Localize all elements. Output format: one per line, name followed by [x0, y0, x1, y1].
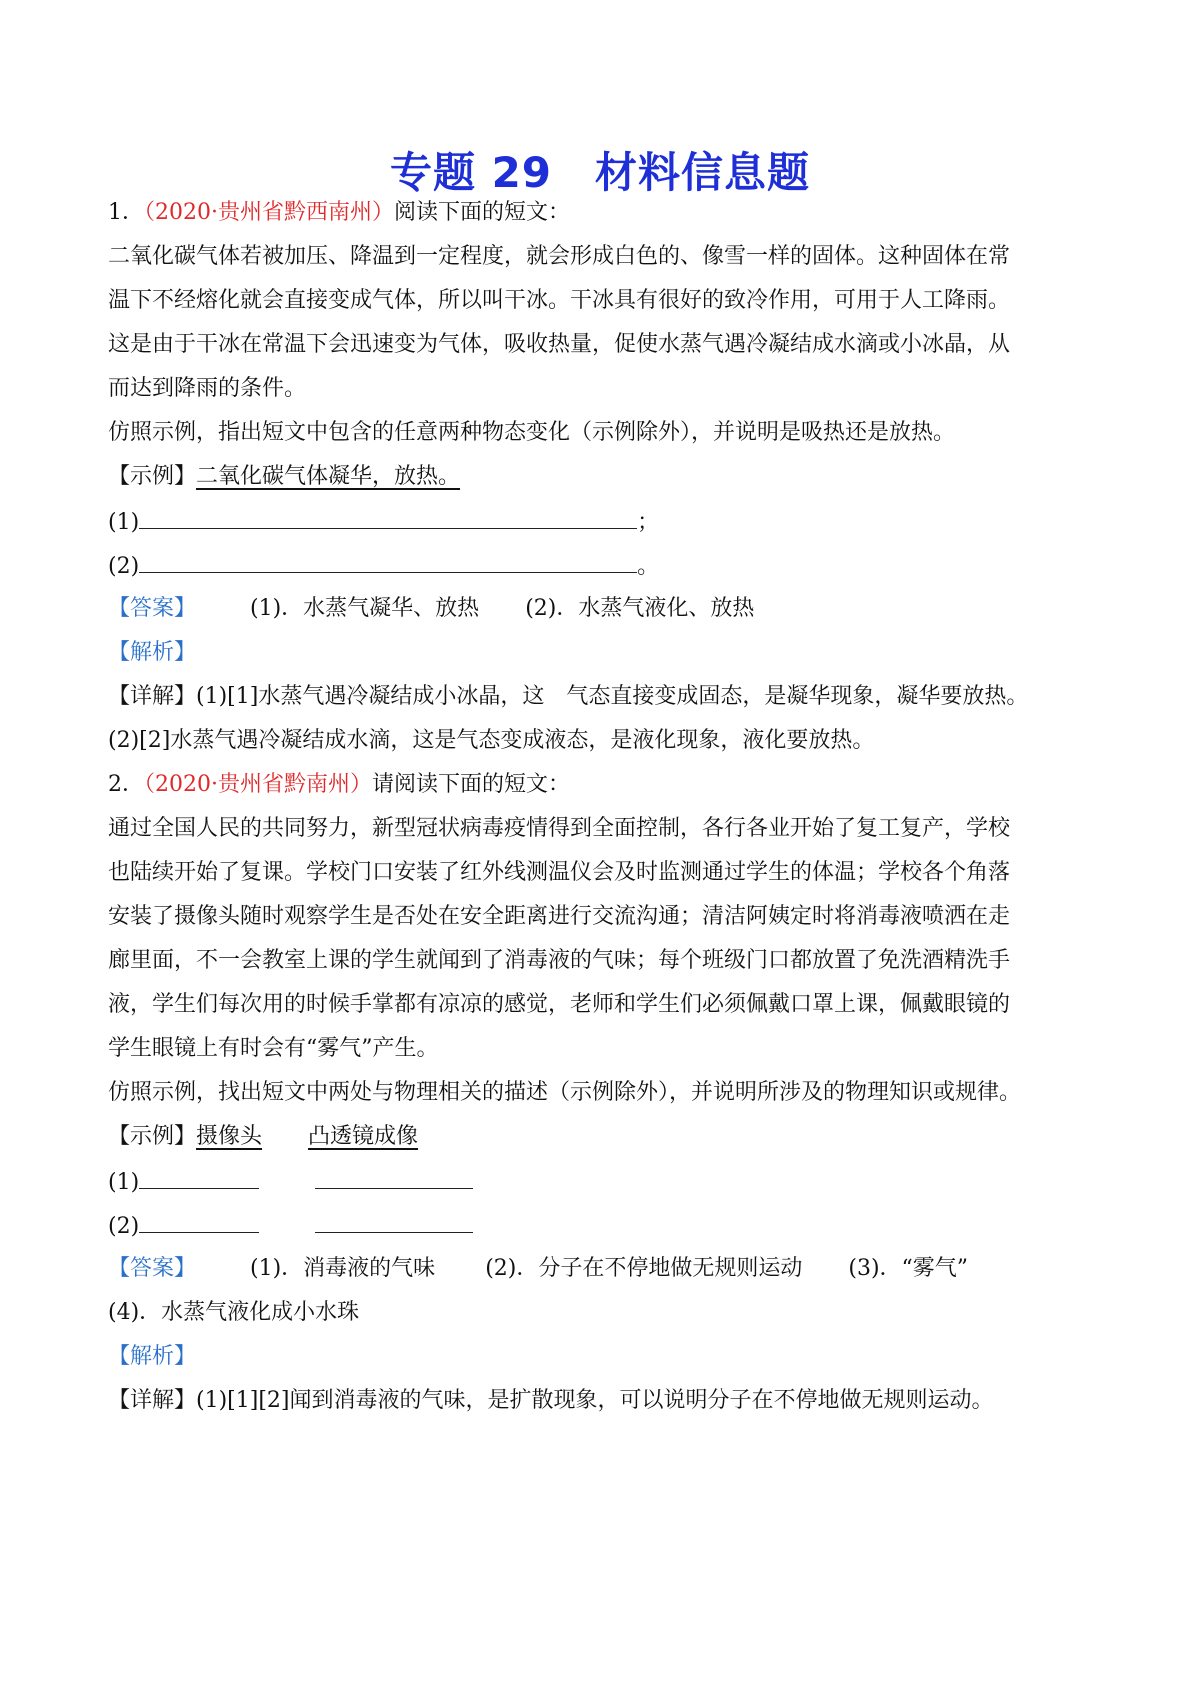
answer-label: 【答案】 — [108, 1256, 197, 1281]
example-b: 凸透镜成像 — [308, 1124, 419, 1149]
q2-passage-line: 廊里面，不一会教室上课的学生就闻到了消毒液的气味；每个班级门口都放置了免洗酒精洗手 — [108, 948, 1011, 973]
answer-label: 【答案】 — [108, 596, 197, 621]
q2-number: 2． — [108, 772, 144, 797]
q1-passage-line: 二氧化碳气体若被加压、降温到一定程度，就会形成白色的、像雪一样的固体。这种固体在常 — [108, 244, 1011, 269]
answer-item: (1)．消毒液的气味 — [250, 1256, 436, 1281]
q2-analysis — [108, 1342, 1098, 1372]
example-label: 【示例】 — [108, 1124, 197, 1149]
answer-blank[interactable] — [139, 506, 637, 529]
detail-text: (1)[1][2]闻到消毒液的气味，是扩散现象，可以说明分子在不停地做无规则运动。 — [196, 1388, 994, 1413]
q1-example — [108, 462, 1098, 492]
answer-blank[interactable] — [139, 1166, 259, 1189]
q2-passage-line: 学生眼镜上有时会有“雾气”产生。 — [108, 1036, 439, 1061]
answer-blank[interactable] — [139, 1210, 259, 1233]
q1-instruction: 仿照示例，指出短文中包含的任意两种物态变化（示例除外），并说明是吸热还是放热。 — [108, 420, 956, 445]
blank-label: (1) — [108, 510, 140, 535]
answer-item: (2)．水蒸气液化、放热 — [525, 596, 755, 621]
q2-passage-line: 安装了摄像头随时观察学生是否处在安全距离进行交流沟通；清洁阿姨定时将消毒液喷洒在走 — [108, 904, 1011, 929]
q2-answer — [108, 1254, 1098, 1284]
q2-example — [108, 1122, 1098, 1152]
q2-source: （2020·贵州省黔南州） — [144, 772, 372, 797]
q1-detail-2: (2)[2]水蒸气遇冷凝结成水滴，这是气态变成液态，是液化现象，液化要放热。 — [108, 728, 875, 753]
analysis-label: 【解析】 — [108, 1344, 197, 1369]
q1-detail-1 — [108, 682, 1098, 712]
q2-intro: 请阅读下面的短文： — [371, 772, 570, 797]
answer-item: (2)．分子在不停地做无规则运动 — [485, 1256, 803, 1281]
example-text: 二氧化碳气体凝华，放热。 — [196, 464, 461, 489]
q1-passage-line: 这是由于干冰在常温下会迅速变为气体，吸收热量，促使水蒸气遇冷凝结成水滴或小冰晶，从 — [108, 332, 1011, 357]
q1-answer — [108, 594, 1098, 624]
answer-item: (3)．“雾气” — [848, 1256, 969, 1281]
q2-passage-line: 通过全国人民的共同努力，新型冠状病毒疫情得到全面控制，各行各业开始了复工复产，学校 — [108, 816, 1011, 841]
q1-intro: 阅读下面的短文： — [393, 200, 570, 225]
q2-blank-1 — [108, 1166, 1098, 1198]
q1-passage-line: 而达到降雨的条件。 — [108, 376, 307, 401]
blank-label: (1) — [108, 1170, 140, 1195]
q2-instruction: 仿照示例，找出短文中两处与物理相关的描述（示例除外），并说明所涉及的物理知识或规律。 — [108, 1080, 1022, 1105]
detail-label: 【详解】 — [108, 1388, 197, 1413]
answer-item: (1)．水蒸气凝华、放热 — [250, 596, 480, 621]
q2-passage-line: 液，学生们每次用的时候手掌都有凉凉的感觉，老师和学生们必须佩戴口罩上课，佩戴眼镜的 — [108, 992, 1011, 1017]
blank-end: 。 — [637, 554, 660, 579]
q2-detail-1 — [108, 1386, 1098, 1416]
q1-passage-line: 温下不经熔化就会直接变成气体，所以叫干冰。干冰具有很好的致冷作用，可用于人工降雨。 — [108, 288, 1011, 313]
q2-blank-2 — [108, 1210, 1098, 1242]
answer-item: (4)．水蒸气液化成小水珠 — [108, 1300, 360, 1325]
analysis-label: 【解析】 — [108, 640, 197, 665]
example-label: 【示例】 — [108, 464, 197, 489]
detail-text: (1)[1]水蒸气遇冷凝结成小冰晶，这 气态直接变成固态，是凝华现象，凝华要放热。 — [196, 684, 1029, 709]
q1-source: （2020·贵州省黔西南州） — [144, 200, 394, 225]
detail-label: 【详解】 — [108, 684, 197, 709]
answer-blank[interactable] — [139, 550, 637, 573]
example-a: 摄像头 — [196, 1124, 263, 1149]
answer-blank[interactable] — [315, 1166, 473, 1189]
q1-number: 1． — [108, 200, 144, 225]
q1-header — [108, 198, 1098, 228]
blank-label: (2) — [108, 1214, 140, 1239]
q2-answer-cont — [108, 1298, 1098, 1328]
q1-blank-2 — [108, 550, 1098, 582]
answer-blank[interactable] — [315, 1210, 473, 1233]
blank-end: ； — [637, 510, 660, 535]
q1-blank-1 — [108, 506, 1098, 538]
blank-label: (2) — [108, 554, 140, 579]
q2-passage-line: 也陆续开始了复课。学校门口安装了红外线测温仪会及时监测通过学生的体温；学校各个角落 — [108, 860, 1011, 885]
q2-header — [108, 770, 1098, 800]
q1-analysis — [108, 638, 1098, 668]
page-title: 专题 29 材料信息题 — [389, 148, 811, 197]
